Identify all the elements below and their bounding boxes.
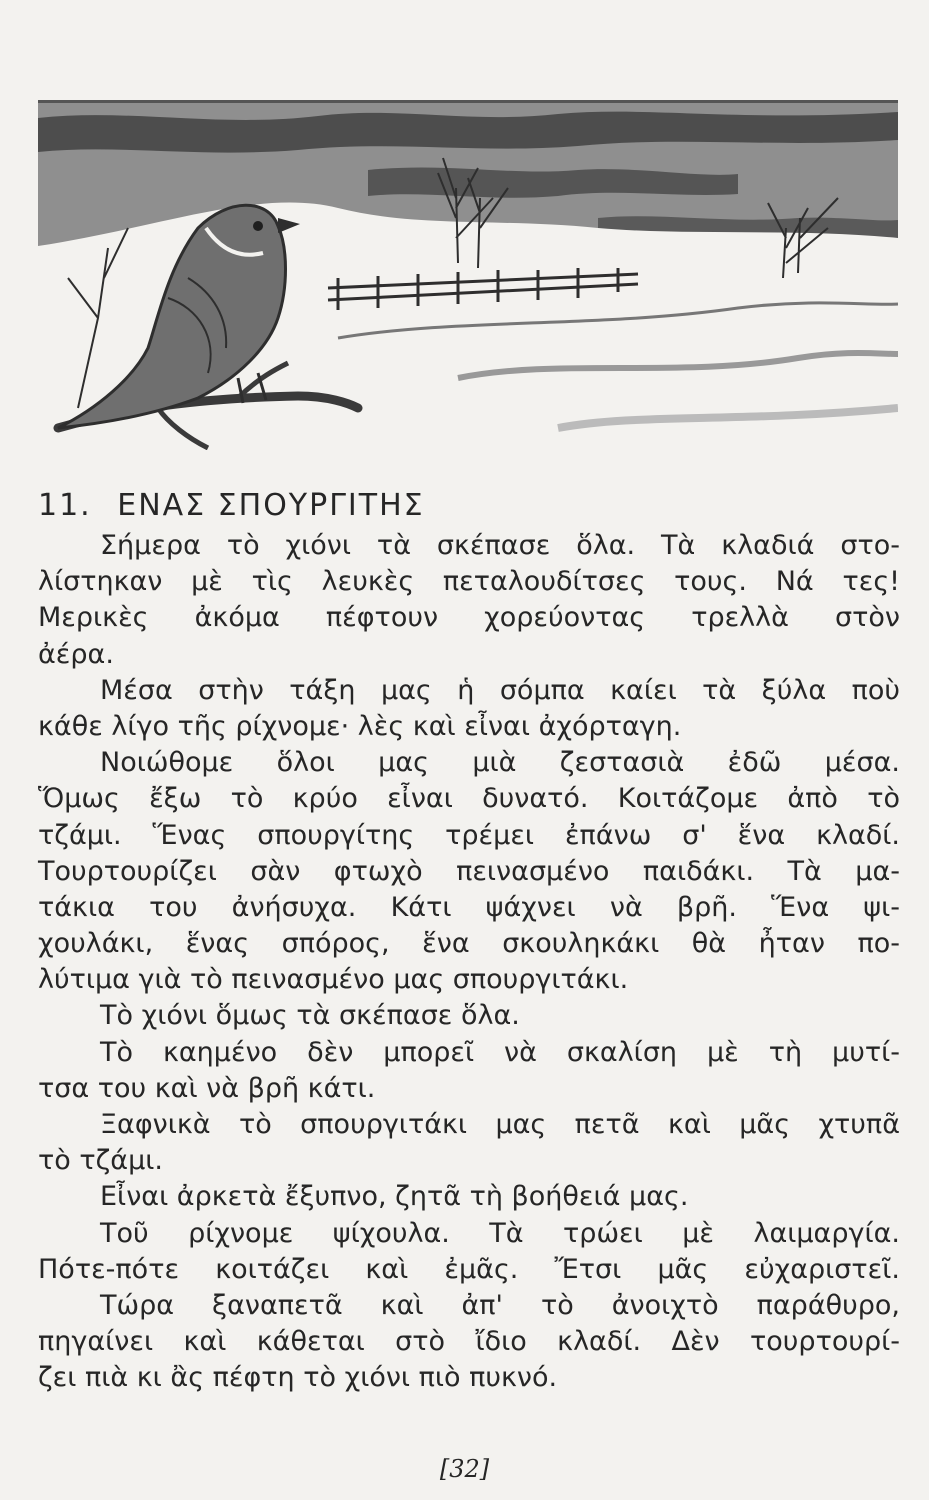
text-line: Τώρα ξαναπετᾶ καὶ ἀπ' τὸ ἀνοιχτὸ παράθυρο, <box>100 1289 900 1321</box>
text-line: τὸ τζάμι. <box>38 1145 163 1177</box>
text-line: Πότε-πότε κοιτάζει καὶ ἐμᾶς. Ἔτσι μᾶς εὐχαριστεῖ. <box>38 1253 900 1285</box>
text-line: Μέσα στὴν τάξη μας ἡ σόμπα καίει τὰ ξύλα ποὺ <box>100 674 900 706</box>
page-number: [32] <box>439 1455 490 1483</box>
chapter-title <box>38 488 425 523</box>
chapter-number: 11. <box>38 488 92 524</box>
illustration <box>38 78 898 450</box>
text-line: Τοῦ ρίχνομε ψίχουλα. Τὰ τρώει μὲ λαιμαργία. <box>100 1217 900 1249</box>
winter-sparrow-illustration <box>38 78 898 450</box>
text-line: Ξαφνικὰ τὸ σπουργιτάκι μας πετᾶ καὶ μᾶς χτυπᾶ <box>100 1109 900 1140</box>
text-line: λίστηκαν μὲ τὶς λευκὲς πεταλουδίτσες τους. Νά τες! <box>38 566 900 598</box>
text-line: Τουρτουρίζει σὰν φτωχὸ πεινασμένο παιδάκι. Τὰ μα- <box>38 855 900 887</box>
text-line: ἀέρα. <box>38 638 114 670</box>
text-line: τάκια του ἀνήσυχα. Κάτι ψάχνει νὰ βρῆ. Ἕνα ψι- <box>38 891 900 923</box>
text-line: Ὅμως ἔξω τὸ κρύο εἶναι δυνατό. Κοιτάζομε ἀπὸ τὸ <box>38 783 900 815</box>
text-line: Μερικὲς ἀκόμα πέφτουν χορεύοντας τρελλὰ στὸν <box>38 602 900 634</box>
text-line: τζάμι. Ἕνας σπουργίτης τρέμει ἐπάνω σ' ἕνα κλαδί. <box>38 819 900 851</box>
text-line: πηγαίνει καὶ κάθεται στὸ ἴδιο κλαδί. Δὲν τουρτουρί- <box>38 1326 900 1358</box>
text-line: Εἶναι ἀρκετὰ ἔξυπνο, ζητᾶ τὴ βοήθειά μας. <box>100 1181 689 1213</box>
text-line: χουλάκι, ἕνας σπόρος, ἕνα σκουληκάκι θὰ ἦταν πο- <box>38 928 900 960</box>
text-line: Τὸ χιόνι ὅμως τὰ σκέπασε ὅλα. <box>100 1000 520 1032</box>
text-line: ζει πιὰ κι ἂς πέφτη τὸ χιόνι πιὸ πυκνό. <box>38 1362 558 1394</box>
text-line: τσα του καὶ νὰ βρῆ κάτι. <box>38 1072 376 1104</box>
story-text <box>38 528 900 1397</box>
text-line: Νοιώθομε ὅλοι μας μιὰ ζεστασιὰ ἐδῶ μέσα. <box>100 747 900 779</box>
text-line: λύτιμα γιὰ τὸ πεινασμένο μας σπουργιτάκι. <box>38 964 629 996</box>
text-line: κάθε λίγο τῆς ρίχνομε· λὲς καὶ εἶναι ἀχόρταγη. <box>38 710 682 742</box>
text-line: Σήμερα τὸ χιόνι τὰ σκέπασε ὅλα. Τὰ κλαδιά στο- <box>100 530 900 561</box>
chapter-title-text: ΕΝΑΣ ΣΠΟΥΡΓΙΤΗΣ <box>117 488 425 524</box>
text-line: Τὸ καημένο δὲν μπορεῖ νὰ σκαλίση μὲ τὴ μυτί- <box>100 1036 900 1068</box>
